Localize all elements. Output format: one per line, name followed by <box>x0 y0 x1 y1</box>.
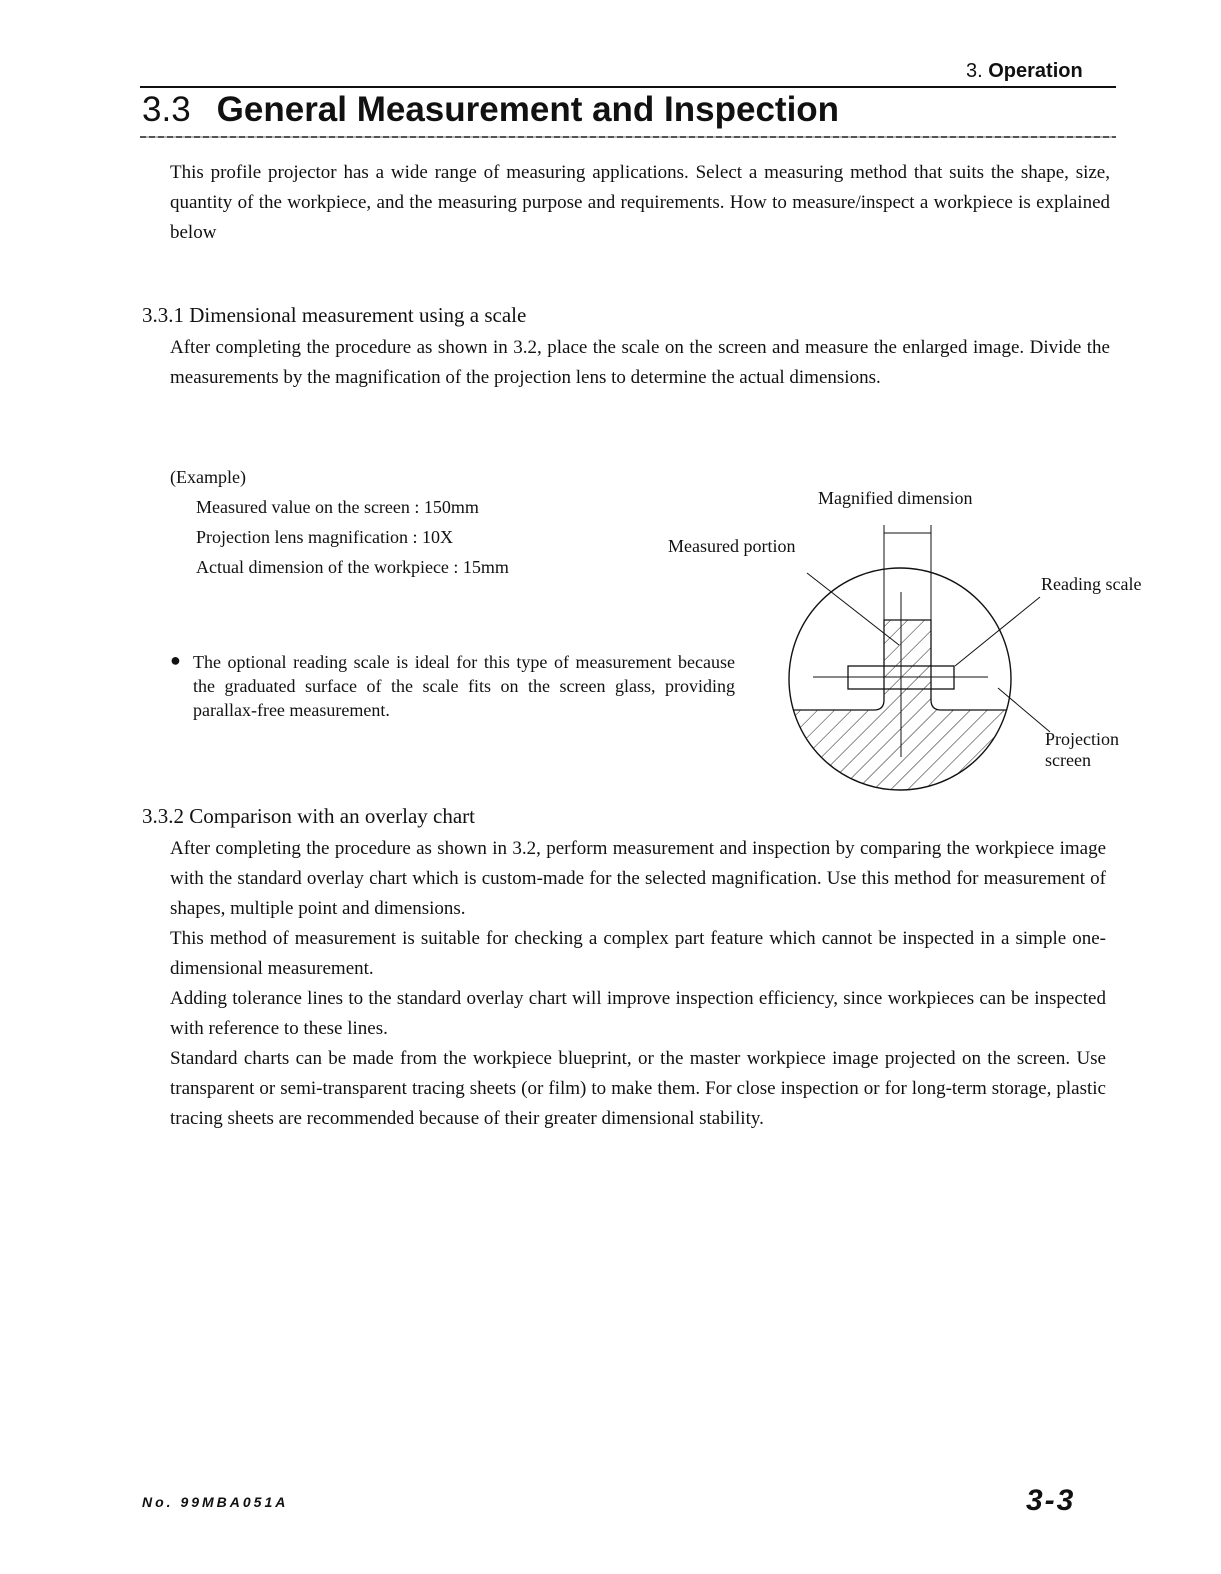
paragraph: Standard charts can be made from the workpiece blueprint, or the master workpiece image projected on the screen. Use transparent or semi-transparent tracing sheets (or film) to make them. For close inspection or for long-term storage, plastic tracing sheets are recommended because of their greater dimensional stability. <box>170 1048 1106 1129</box>
leader-reading-scale <box>955 597 1040 666</box>
paragraph: Adding tolerance lines to the standard overlay chart will improve inspection efficiency, since workpieces can be inspected with reference to these lines. <box>170 988 1106 1039</box>
bullet-text: The optional reading scale is ideal for this type of measurement because the graduated surface of the scale fits on the screen glass, providing parallax-free measurement. <box>193 652 735 720</box>
subsection-body-3-3-1: After completing the procedure as shown in 3.2, place the scale on the screen and measure the enlarged image. Divide the measurements by the magnification of the projection lens to determine the actual dimensions. <box>170 337 1110 388</box>
page-number: 3-3 <box>1026 1484 1076 1517</box>
label-measured-portion: Measured portion <box>668 536 796 556</box>
leader-measured-portion <box>807 573 899 645</box>
label-magnified-dimension: Magnified dimension <box>818 488 973 508</box>
example-line: Measured value on the screen : 150mm <box>196 497 479 517</box>
example-label: (Example) <box>170 467 246 487</box>
label-reading-scale: Reading scale <box>1041 574 1142 594</box>
section-number: 3.3 <box>142 90 191 129</box>
paragraph: This method of measurement is suitable for checking a complex part feature which cannot be inspected in a simple one-dimensional measurement. <box>170 928 1106 979</box>
subsection-heading-3-3-2: 3.3.2 Comparison with an overlay chart <box>142 804 476 828</box>
bullet-icon: ● <box>170 650 181 670</box>
chapter-number: 3. <box>966 60 983 82</box>
chapter-title: Operation <box>988 60 1083 82</box>
workpiece-image <box>780 620 1020 800</box>
document-number: No. 99MBA051A <box>142 1494 289 1510</box>
example-line: Projection lens magnification : 10X <box>196 527 453 547</box>
intro-paragraph: This profile projector has a wide range of measuring applications. Select a measuring method that suits the shape, size, quantity of the workpiece, and the measuring purpose and requirements. How to measure/inspect a workpiece is explained below <box>170 162 1110 243</box>
label-projection-screen <box>1045 729 1119 771</box>
example-line: Actual dimension of the workpiece : 15mm <box>196 557 509 577</box>
label-line: screen <box>1045 750 1091 770</box>
subsection-heading-3-3-1: 3.3.1 Dimensional measurement using a scale <box>142 303 527 327</box>
label-line: Projection <box>1045 729 1119 749</box>
section-title-text: General Measurement and Inspection <box>216 90 840 129</box>
paragraph: After completing the procedure as shown in 3.2, perform measurement and inspection by comparing the workpiece image with the standard overlay chart which is custom-made for the selected magnification. Use this method for measurement of shapes, multiple point and dimensions. <box>170 838 1106 919</box>
subsection-body-3-3-2 <box>170 834 1106 1134</box>
